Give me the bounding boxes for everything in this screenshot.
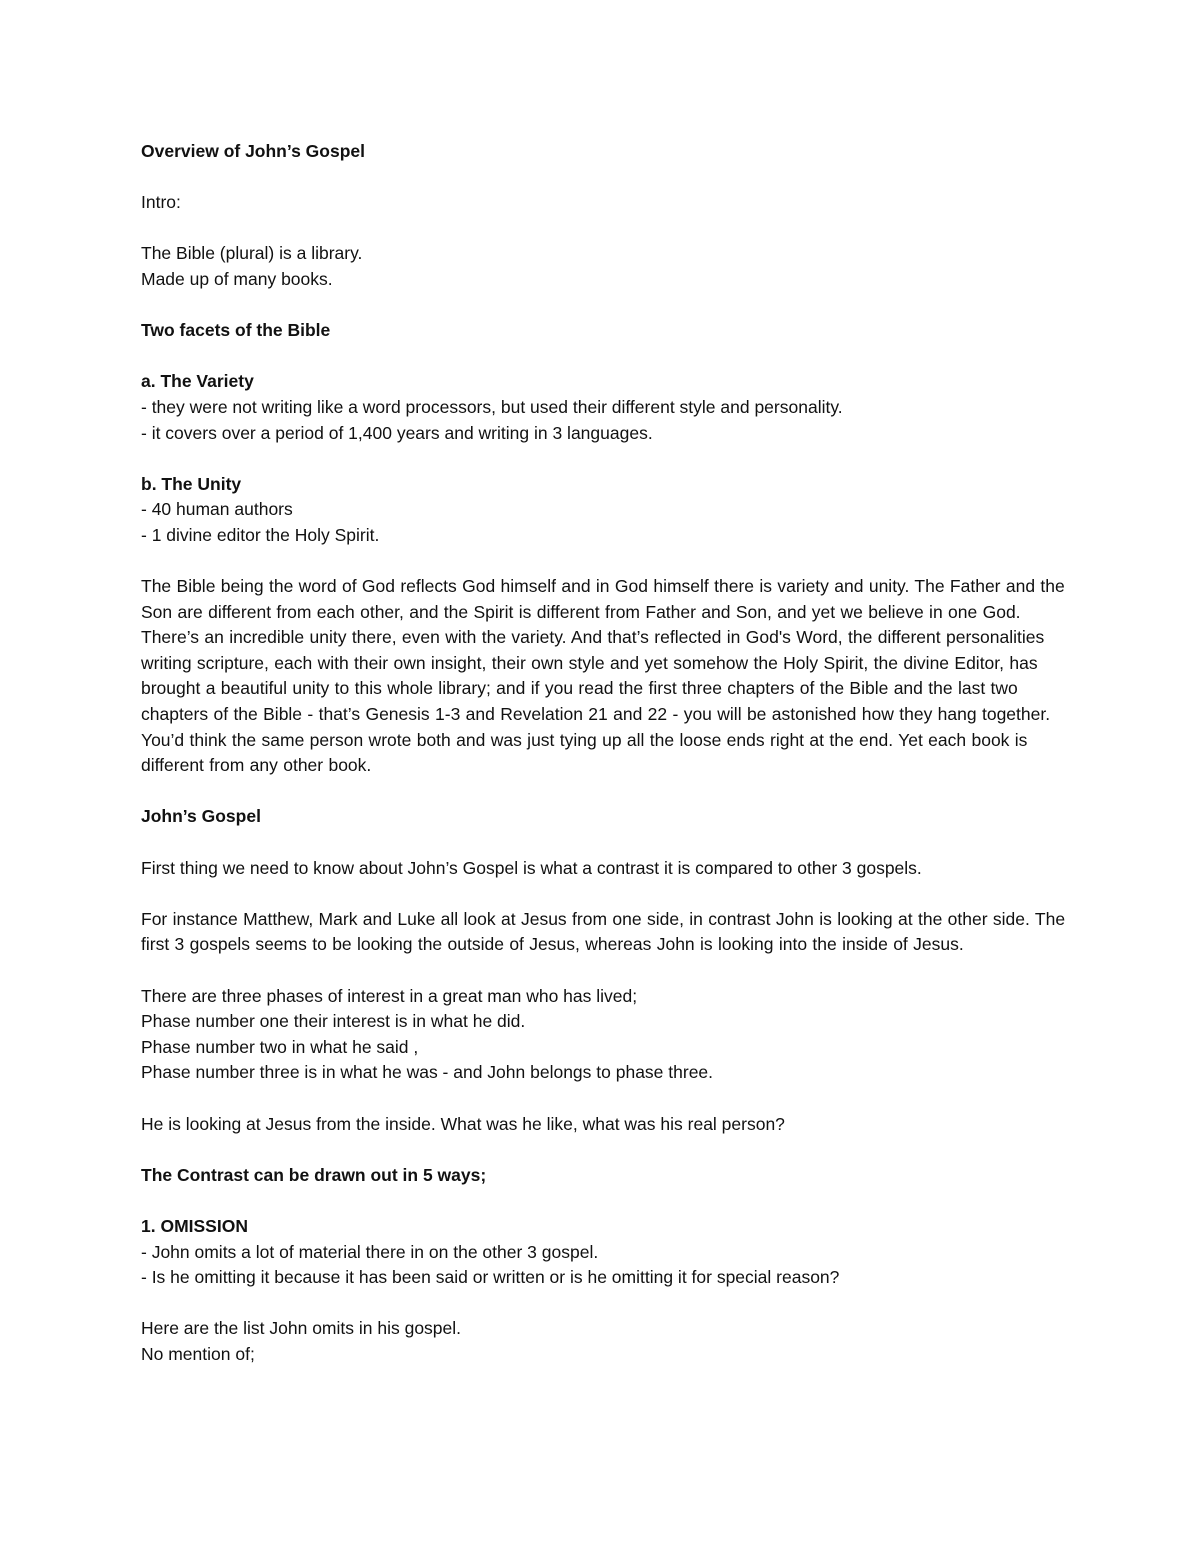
inside-line: He is looking at Jesus from the inside. What was he like, what was his real person?	[141, 1113, 785, 1134]
phases-line: There are three phases of interest in a great man who has lived;	[141, 985, 638, 1006]
contrast-intro: First thing we need to know about John’s Gospel is what a contrast it is compared to other 3 gospels.	[141, 857, 922, 878]
variety-heading: a. The Variety	[141, 371, 254, 392]
intro-line: Made up of many books.	[141, 268, 333, 289]
unity-heading: b. The Unity	[141, 473, 242, 494]
unity-paragraph: The Bible being the word of God reflects God himself and in God himself there is variety and unity. The Father and the Son are different from each other, and the Spirit is different from Father and Son, and yet we believe in one God. There’s an incredible unity there, even with the variety. And that’s reflected in God's Word, the different personalities writing scripture, each with their own insight, their own style and yet somehow the Holy Spirit, the divine Editor, has brought a beautiful unity to this whole library; and if you read the first three chapters of the Bible and the last two chapters of the Bible - that’s Genesis 1-3 and Revelation 21 and 22 - you will be astonished how they hang together. You’d think the same person wrote both and was just tying up all the loose ends right at the end. Yet each book is different from any other book.	[141, 576, 1065, 776]
omission-line: - Is he omitting it because it has been said or written or is he omitting it for special reason?	[141, 1267, 840, 1288]
contrast-heading: The Contrast can be drawn out in 5 ways;	[141, 1164, 487, 1185]
list-line: No mention of;	[141, 1343, 255, 1364]
variety-line: - it covers over a period of 1,400 years and writing in 3 languages.	[141, 422, 653, 443]
unity-line: - 1 divine editor the Holy Spirit.	[141, 524, 380, 545]
omission-line: - John omits a lot of material there in on the other 3 gospel.	[141, 1241, 599, 1262]
intro-line: The Bible (plural) is a library.	[141, 243, 363, 264]
phases-line: Phase number two in what he said ,	[141, 1036, 419, 1057]
unity-line: - 40 human authors	[141, 499, 293, 520]
phases-line: Phase number one their interest is in what he did.	[141, 1011, 526, 1032]
johns-gospel-heading: John’s Gospel	[141, 806, 261, 827]
document-title: Overview of John’s Gospel	[141, 141, 365, 161]
instance-paragraph: For instance Matthew, Mark and Luke all look at Jesus from one side, in contrast John is looking at the other side. The first 3 gospels seems to be looking the outside of Jesus, whereas John is looking into the inside of Jesus.	[141, 908, 1066, 955]
variety-line: - they were not writing like a word processors, but used their different style and personality.	[141, 396, 843, 417]
phases-line: Phase number three is in what he was - and John belongs to phase three.	[141, 1062, 714, 1083]
list-line: Here are the list John omits in his gospel.	[141, 1318, 462, 1339]
document-page	[141, 139, 1071, 1368]
facets-heading: Two facets of the Bible	[141, 320, 331, 341]
intro-label: Intro:	[141, 192, 181, 213]
omission-heading: 1. OMISSION	[141, 1215, 248, 1236]
